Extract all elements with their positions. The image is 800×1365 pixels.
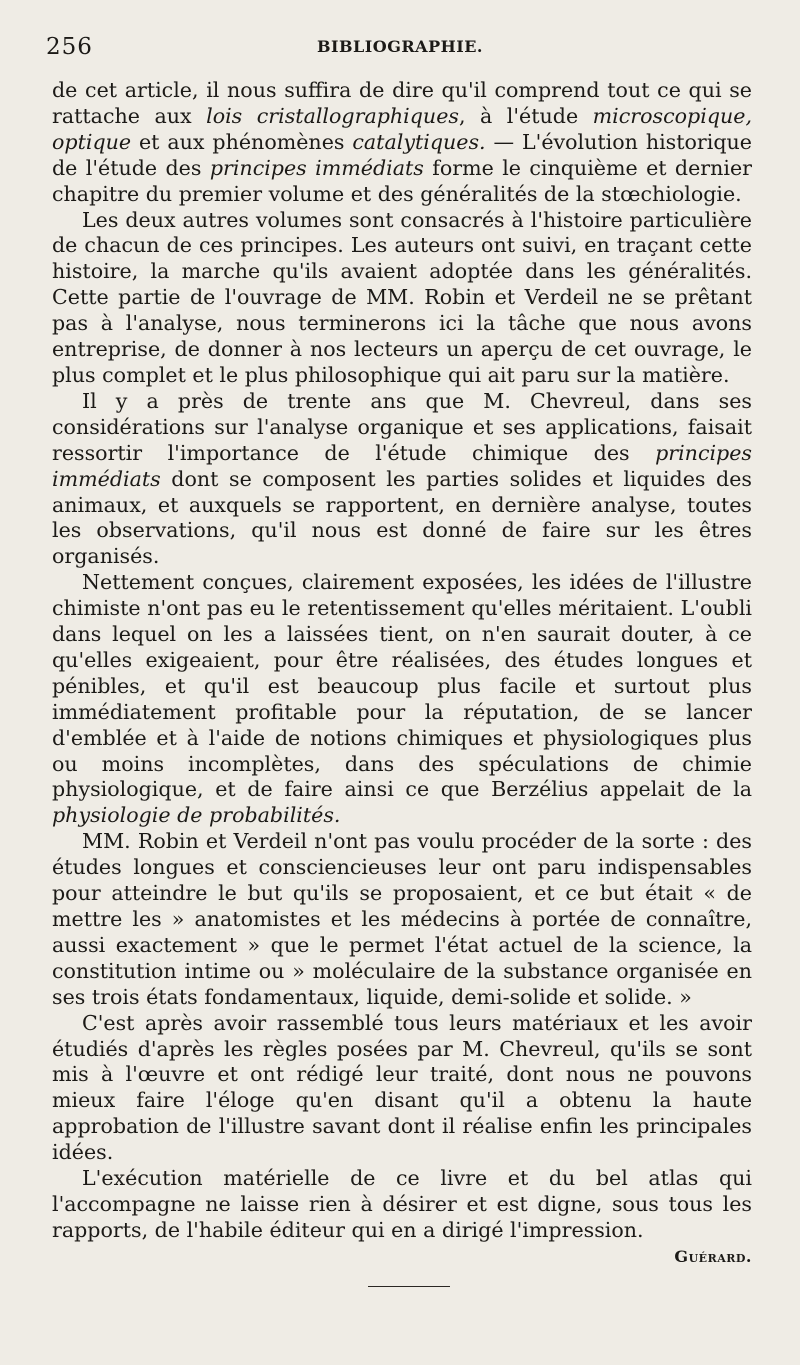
- text-run: L'exécution matérielle de ce livre et du bel atlas qui l'accompagne ne laisse rien à désirer et est digne, sous tous les rapports, de l'habile éditeur qui en a dirigé l'impression.: [52, 1166, 752, 1242]
- paragraph-7: [52, 1166, 752, 1266]
- paragraph-5: MM. Robin et Verdeil n'ont pas voulu procéder de la sorte : des études longues et consciencieuses leur ont paru indispensables pour atteindre le but qu'ils se proposaient, et ce but était « de mettre les » anatomistes et les médecins à portée de connaître, aussi exactement » que le permet l'état actuel de la science, la constitution intime ou » moléculaire de la substance organisée en ses trois états fondamentaux, liquide, demi-solide et solide. »: [52, 829, 752, 1009]
- italic-term: physiologie de probabilités.: [52, 803, 341, 828]
- paragraph-3: [52, 389, 752, 570]
- text-run: de cet article, il nous suffira de dire qu'il comprend tout ce qui se rattache aux: [52, 78, 752, 128]
- italic-term: microscopique, optique: [52, 103, 752, 154]
- text-run: et aux phénomènes: [131, 129, 353, 154]
- paragraph-2: Les deux autres volumes sont consacrés à l'histoire particulière de chacun de ces principes. Les auteurs ont suivi, en traçant cette histoire, la marche qu'ils avaient adoptée dans les généralités. Cette partie de l'ouvrage de MM. Robin et Verdeil ne se prêtant pas à l'analyse, nous terminerons ici la tâche que nous avons entreprise, de donner à nos lecteurs un aperçu de cet ouvrage, le plus complet et le plus philosophique qui ait paru sur la matière.: [52, 207, 752, 387]
- paragraph-4: [52, 570, 752, 829]
- article-body: [52, 78, 752, 1270]
- author-signature: Guérard.: [674, 1246, 752, 1266]
- text-run: — L'évolution historique de l'étude des: [52, 129, 752, 180]
- text-run: forme le cinquième et dernier chapitre du premier volume et des généralités de la stœchiologie.: [52, 155, 753, 206]
- paragraph-6: C'est après avoir rassemblé tous leurs matériaux et les avoir étudiés d'après les règles posées par M. Chevreul, qu'ils se sont mis à l'œuvre et ont rédigé leur traité, dont nous ne pouvons mieux faire l'éloge qu'en disant qu'il a obtenu la haute approbation de l'illustre savant dont il réalise enfin les principales idées.: [52, 1010, 752, 1165]
- text-run: Il y a près de trente ans que M. Chevreul, dans ses considérations sur l'analyse organique et ses applications, faisait ressortir l'importance de l'étude chimique des: [52, 388, 752, 465]
- text-run: Nettement conçues, clairement exposées, les idées de l'illustre chimiste n'ont pas eu le retentissement qu'elles méritaient. L'oubli dans lequel on les a laissées tient, on n'en saurait douter, à ce qu'elles exigeaient, pour être réalisées, des études longues et pénibles, et qu'il est beaucoup plus facile et surtout plus immédiatement profitable pour la réputation, de se lancer d'emblée et à l'aide de notions chimiques et physiologiques plus ou moins incomplètes, dans des spéculations de chimie physiologique, et de faire ainsi ce que Berzélius appelait de la: [52, 570, 752, 802]
- italic-term: principes immédiats: [52, 440, 752, 491]
- paragraph-1: [52, 78, 752, 208]
- italic-term: lois cristallographiques: [206, 103, 459, 128]
- italic-term: catalytiques.: [352, 129, 486, 154]
- text-run: , à l'étude: [458, 103, 593, 128]
- italic-term: principes immédiats: [209, 155, 424, 180]
- running-head: BIBLIOGRAPHIE.: [317, 37, 483, 56]
- page-number: 256: [46, 34, 93, 60]
- end-rule: [368, 1286, 450, 1287]
- page-header: [46, 34, 754, 64]
- text-run: dont se composent les parties solides et liquides des animaux, et auxquels se rapportent, en dernière analyse, toutes les observations, qu'il nous est donné de faire sur les êtres organisés.: [52, 466, 752, 569]
